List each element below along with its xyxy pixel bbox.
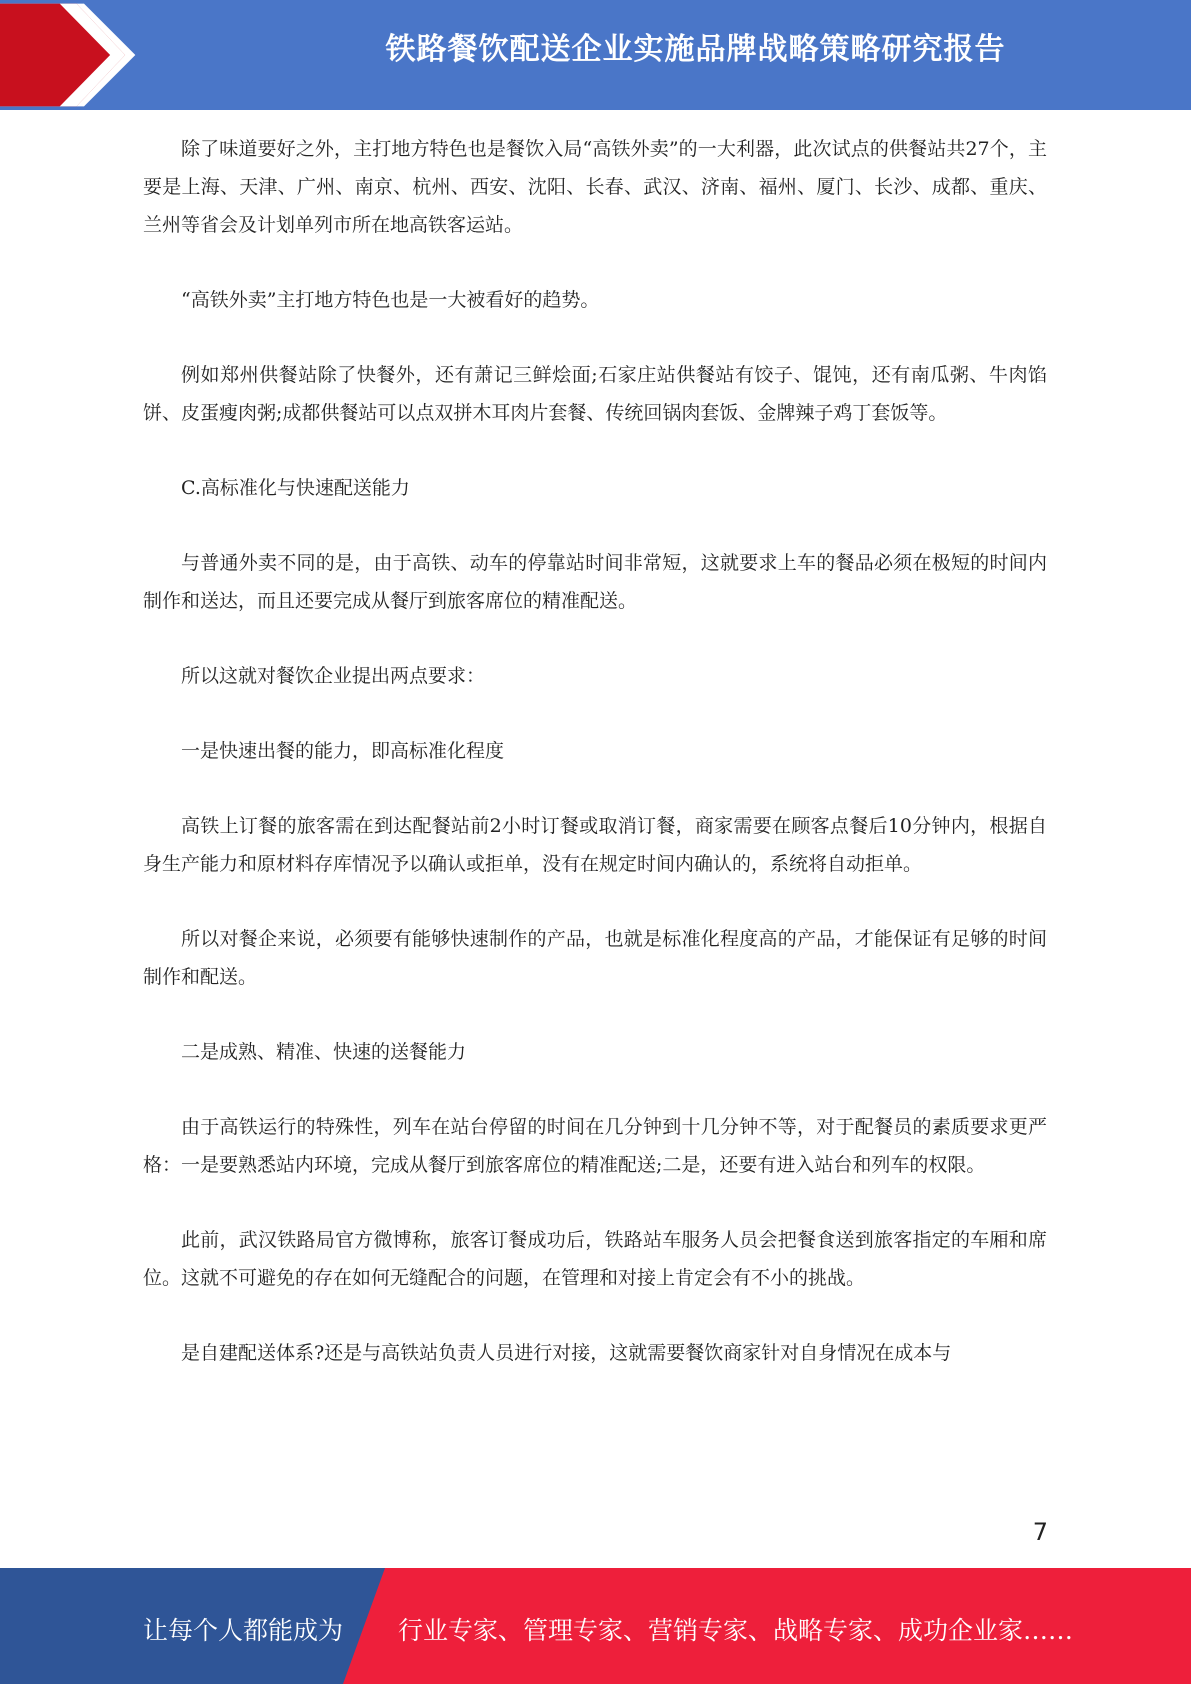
page-footer: [0, 1568, 1191, 1684]
sub-heading: 一是快速出餐的能力，即高标准化程度: [181, 740, 505, 762]
paragraph: 由于高铁运行的特殊性，列车在站台停留的时间在几分钟到十几分钟不等，对于配餐员的素质要求更严格：一是要熟悉站内环境，完成从餐厅到旅客席位的精准配送;二是，还要有进入站台和列车的权限。: [143, 1116, 1047, 1176]
document-title: 铁路餐饮配送企业实施品牌战略策略研究报告: [385, 32, 1006, 67]
paragraph: 高铁上订餐的旅客需在到达配餐站前2小时订餐或取消订餐，商家需要在顾客点餐后10分钟内，根据自身生产能力和原材料存库情况予以确认或拒单，没有在规定时间内确认的，系统将自动拒单。: [143, 815, 1047, 875]
page-number: 7: [1032, 1518, 1048, 1546]
paragraph: 与普通外卖不同的是，由于高铁、动车的停靠站时间非常短，这就要求上车的餐品必须在极短的时间内制作和送达，而且还要完成从餐厅到旅客席位的精准配送。: [143, 552, 1047, 612]
paragraph: “高铁外卖”主打地方特色也是一大被看好的趋势。: [181, 289, 600, 311]
paragraph: 是自建配送体系?还是与高铁站负责人员进行对接，这就需要餐饮商家针对自身情况在成本与: [181, 1342, 952, 1364]
paragraph: 所以对餐企来说，必须要有能够快速制作的产品，也就是标准化程度高的产品，才能保证有足够的时间制作和配送。: [143, 928, 1047, 988]
paragraph: 此前，武汉铁路局官方微博称，旅客订餐成功后，铁路站车服务人员会把餐食送到旅客指定的车厢和席位。这就不可避免的存在如何无缝配合的问题，在管理和对接上肯定会有不小的挑战。: [143, 1229, 1047, 1289]
sub-heading: 二是成熟、精准、快速的送餐能力: [181, 1041, 467, 1063]
paragraph: 所以这就对餐饮企业提出两点要求：: [181, 665, 486, 687]
paragraph: 例如郑州供餐站除了快餐外，还有萧记三鲜烩面;石家庄站供餐站有饺子、馄饨，还有南瓜粥、牛肉馅饼、皮蛋瘦肉粥;成都供餐站可以点双拼木耳肉片套餐、传统回锅肉套饭、金牌辣子鸡丁套饭等。: [143, 364, 1047, 424]
footer-slogan-left: 让每个人都能成为: [143, 1616, 344, 1645]
document-body: [143, 130, 1047, 1409]
section-heading: C.高标准化与快速配送能力: [181, 477, 410, 499]
footer-slogan-right: 行业专家、管理专家、营销专家、战略专家、成功企业家……: [398, 1616, 1074, 1645]
header-arrow-decoration: [0, 0, 140, 110]
page-header: [0, 0, 1191, 110]
paragraph: 除了味道要好之外，主打地方特色也是餐饮入局“高铁外卖”的一大利器，此次试点的供餐站共27个，主要是上海、天津、广州、南京、杭州、西安、沈阳、长春、武汉、济南、福州、厦门、长沙、成都、重庆、兰州等省会及计划单列市所在地高铁客运站。: [143, 138, 1047, 236]
